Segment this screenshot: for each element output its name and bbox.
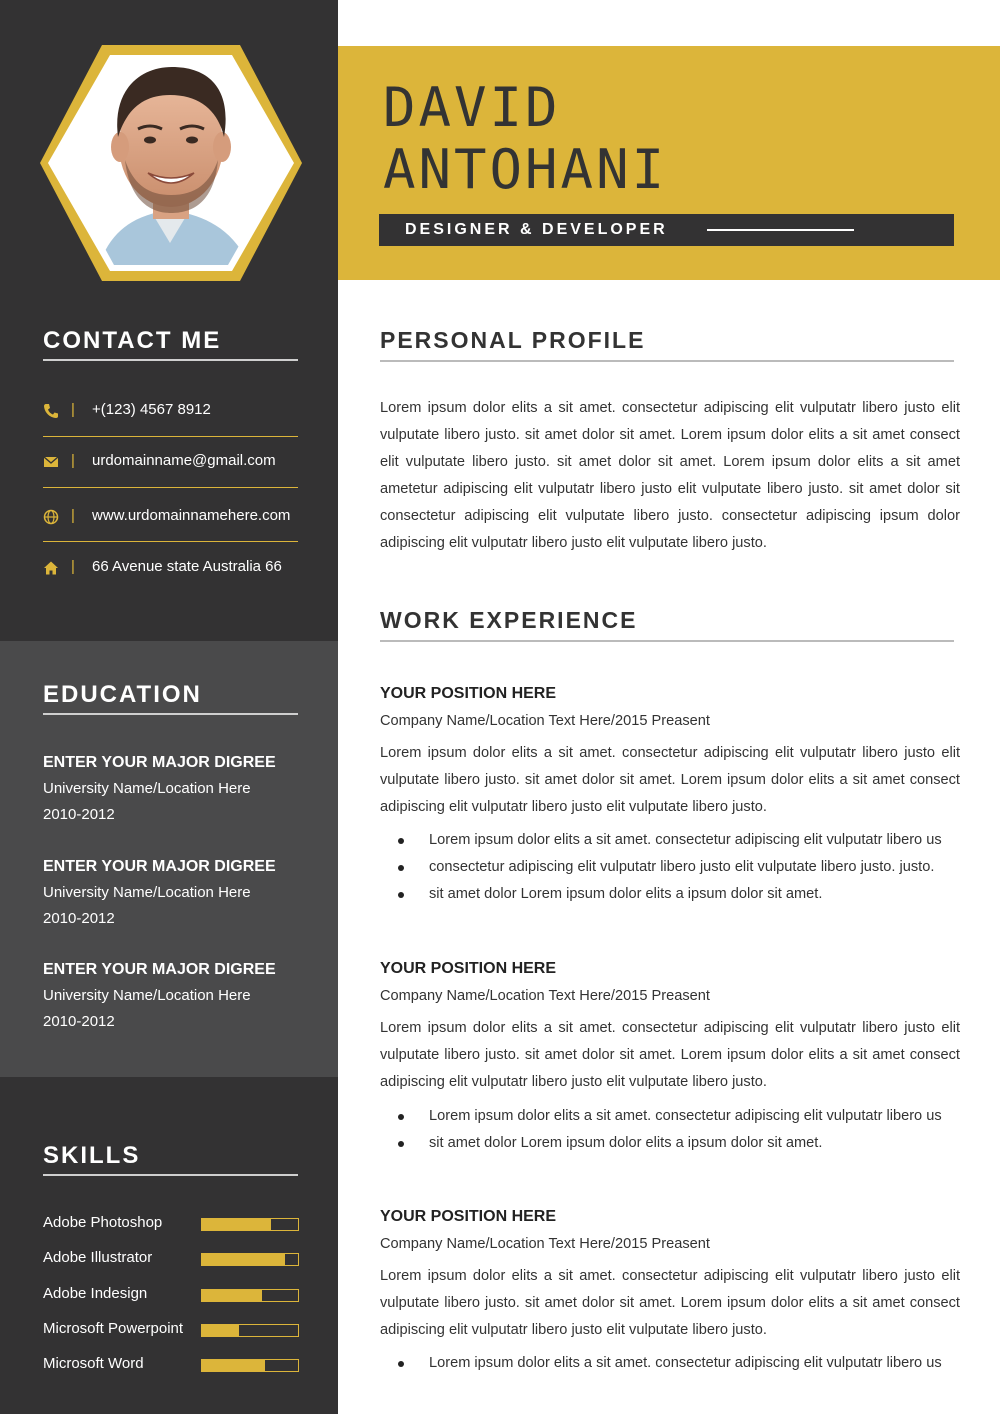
skill-item xyxy=(43,1249,299,1269)
job-description: Lorem ipsum dolor elits a sit amet. consectetur adipiscing elit vulputatr libero justo elit vulputate libero justo. sit amet dolor sit amet. Lorem ipsum dolor elits a sit amet consect adipiscing elit vulputatr libero justo elit vulputate libero justo. xyxy=(380,1268,960,1338)
contact-divider xyxy=(43,487,298,488)
job-bullets xyxy=(398,827,968,908)
education-years: 2010-2012 xyxy=(43,1013,115,1030)
globe-icon xyxy=(43,509,59,525)
education-heading: EDUCATION xyxy=(43,681,202,708)
job-bullet: Lorem ipsum dolor elits a sit amet. consectetur adipiscing elit vulputatr libero us xyxy=(398,1103,968,1130)
profile-photo xyxy=(40,45,302,281)
phone-icon xyxy=(43,403,59,419)
skill-bar xyxy=(201,1218,299,1231)
work-heading: WORK EXPERIENCE xyxy=(380,607,638,633)
skill-item xyxy=(43,1214,299,1234)
contact-separator: | xyxy=(71,558,75,575)
job-bullet: Lorem ipsum dolor elits a sit amet. consectetur adipiscing elit vulputatr libero us xyxy=(398,827,968,854)
job-bullets xyxy=(398,1350,968,1377)
job-bullet: sit amet dolor Lorem ipsum dolor elits a ipsum dolor sit amet. xyxy=(398,1130,968,1157)
job-title: YOUR POSITION HERE xyxy=(380,685,557,702)
contact-divider xyxy=(43,436,298,437)
last-name: ANTOHANI xyxy=(383,138,668,201)
skill-bar-fill xyxy=(202,1290,262,1301)
skill-name: Microsoft Powerpoint xyxy=(43,1320,184,1337)
home-icon xyxy=(43,560,59,576)
education-heading-rule xyxy=(43,713,298,715)
skill-bar-fill xyxy=(202,1219,271,1230)
job-description: Lorem ipsum dolor elits a sit amet. consectetur adipiscing elit vulputatr libero justo elit vulputate libero justo. sit amet dolor sit amet. Lorem ipsum dolor elits a sit amet consect adipiscing elit vulputatr libero justo elit vulputate libero justo. xyxy=(380,745,960,815)
work-heading-rule xyxy=(380,640,954,642)
first-name: DAVID xyxy=(383,76,561,139)
skill-bar xyxy=(201,1359,299,1372)
education-degree: ENTER YOUR MAJOR DIGREE xyxy=(43,754,276,771)
job-bullet: Lorem ipsum dolor elits a sit amet. consectetur adipiscing elit vulputatr libero us xyxy=(398,1350,968,1377)
job-bullet: consectetur adipiscing elit vulputatr libero justo elit vulputate libero justo. justo. xyxy=(398,854,968,881)
education-item xyxy=(43,957,323,1035)
skill-bar-fill xyxy=(202,1254,285,1265)
skill-name: Adobe Indesign xyxy=(43,1285,148,1302)
education-years: 2010-2012 xyxy=(43,910,115,927)
contact-heading: CONTACT ME xyxy=(43,327,222,354)
skills-heading-rule xyxy=(43,1174,298,1176)
skill-bar-fill xyxy=(202,1360,265,1371)
phone-number: +(123) 4567 8912 xyxy=(92,401,211,418)
profile-heading: PERSONAL PROFILE xyxy=(380,327,646,353)
job-bullet: sit amet dolor Lorem ipsum dolor elits a ipsum dolor sit amet. xyxy=(398,881,968,908)
education-degree: ENTER YOUR MAJOR DIGREE xyxy=(43,961,276,978)
education-school: University Name/Location Here xyxy=(43,884,251,901)
education-item xyxy=(43,854,323,932)
skill-item xyxy=(43,1285,299,1305)
job-bullets xyxy=(398,1103,968,1157)
contact-website[interactable] xyxy=(43,507,298,529)
contact-phone[interactable] xyxy=(43,401,298,423)
skill-item xyxy=(43,1320,299,1340)
role-bar xyxy=(379,214,954,246)
contact-separator: | xyxy=(71,507,75,524)
contact-separator: | xyxy=(71,452,75,469)
job-title: YOUR POSITION HERE xyxy=(380,1208,557,1225)
address: 66 Avenue state Australia 66 xyxy=(92,558,282,575)
profile-text: Lorem ipsum dolor elits a sit amet. consectetur adipiscing elit vulputatr libero justo elit vulputate libero justo. sit amet dolor sit amet. Lorem ipsum dolor elits a sit amet consect elit vulputate libero justo. sit amet dolor sit amet. Lorem ipsum dolor elits a sit amet ametetur adipiscing elit vulputatr libero justo elit vulputate libero justo. sit amet dolor sit consectetur adipiscing elit vulputate libero justo. consectetur adipiscing ipsum dolor adipiscing elit vulputatr libero justo elit vulputate libero justo. xyxy=(380,400,960,551)
education-school: University Name/Location Here xyxy=(43,780,251,797)
job-company: Company Name/Location Text Here/2015 Preasent xyxy=(380,1236,710,1252)
education-item xyxy=(43,750,323,828)
skill-name: Adobe Illustrator xyxy=(43,1249,153,1266)
skill-item xyxy=(43,1355,299,1375)
job-title: YOUR POSITION HERE xyxy=(380,960,557,977)
website-url: www.urdomainnamehere.com xyxy=(92,507,291,524)
skill-bar-fill xyxy=(202,1325,239,1336)
contact-divider xyxy=(43,541,298,542)
email-address: urdomainname@gmail.com xyxy=(92,452,276,469)
envelope-icon xyxy=(43,454,59,470)
role-divider xyxy=(707,229,854,231)
skill-name: Microsoft Word xyxy=(43,1355,144,1372)
education-school: University Name/Location Here xyxy=(43,987,251,1004)
contact-separator: | xyxy=(71,401,75,418)
skills-heading: SKILLS xyxy=(43,1142,141,1169)
education-degree: ENTER YOUR MAJOR DIGREE xyxy=(43,858,276,875)
role-title: DESIGNER & DEVELOPER xyxy=(405,221,668,238)
contact-email[interactable] xyxy=(43,452,298,474)
job-company: Company Name/Location Text Here/2015 Preasent xyxy=(380,713,710,729)
contact-heading-rule xyxy=(43,359,298,361)
skill-bar xyxy=(201,1289,299,1302)
education-years: 2010-2012 xyxy=(43,806,115,823)
contact-address[interactable] xyxy=(43,558,298,580)
skill-bar xyxy=(201,1253,299,1266)
skill-bar xyxy=(201,1324,299,1337)
job-company: Company Name/Location Text Here/2015 Preasent xyxy=(380,988,710,1004)
skill-name: Adobe Photoshop xyxy=(43,1214,163,1231)
job-description: Lorem ipsum dolor elits a sit amet. consectetur adipiscing elit vulputatr libero justo elit vulputate libero justo. sit amet dolor sit amet. Lorem ipsum dolor elits a sit amet consect adipiscing elit vulputatr libero justo elit vulputate libero justo. xyxy=(380,1020,960,1090)
profile-heading-rule xyxy=(380,360,954,362)
